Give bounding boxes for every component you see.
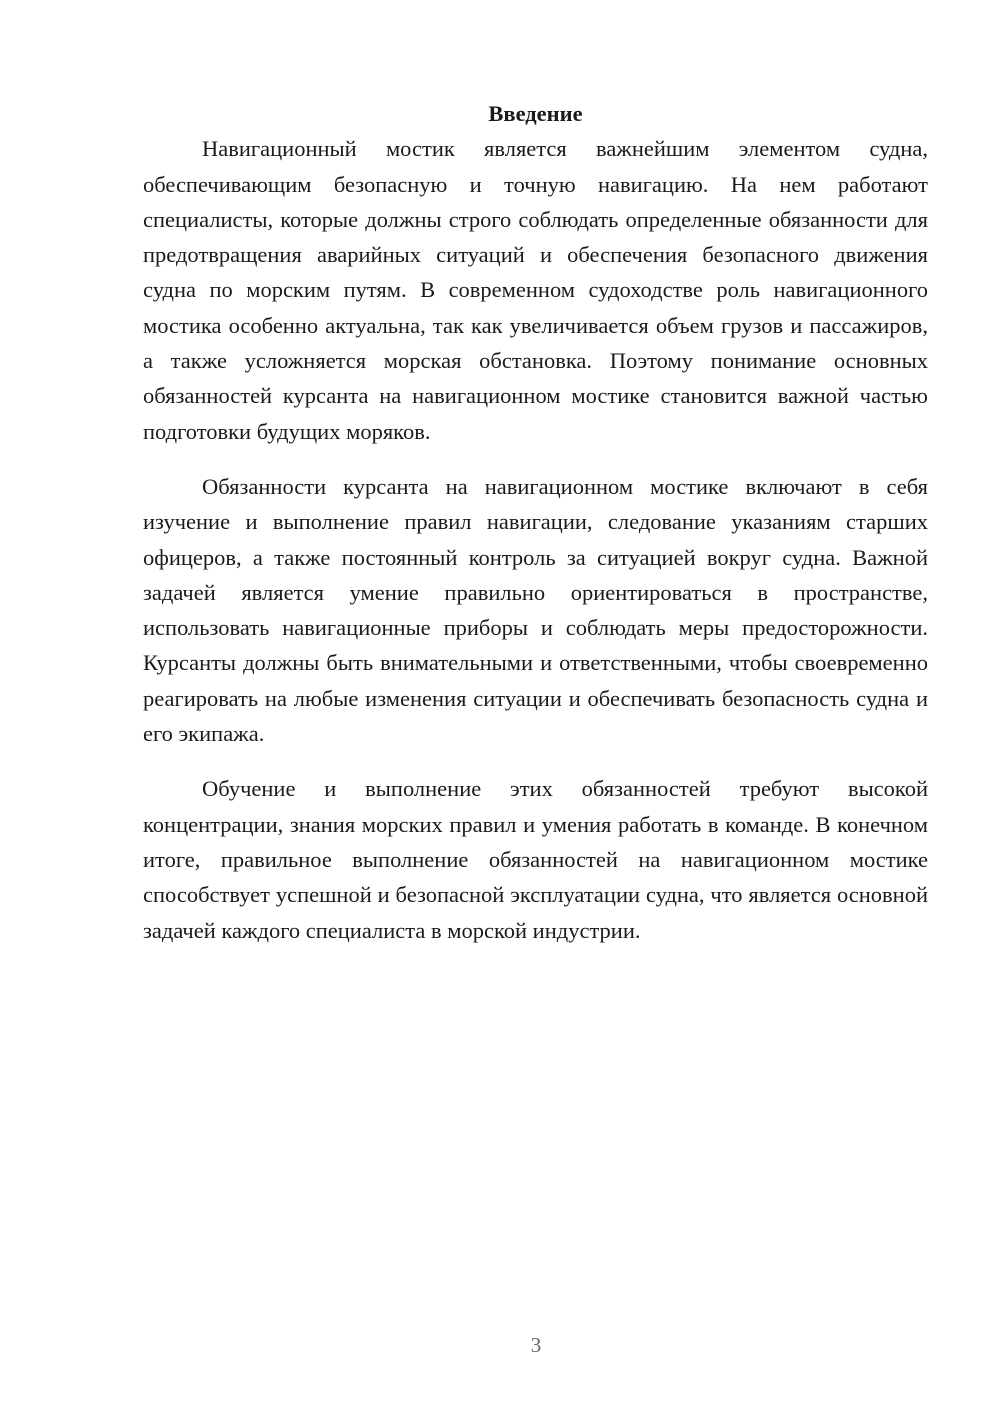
paragraph-1: Навигационный мостик является важнейшим элементом судна, обеспечивающим безопасную и точную навигацию. На нем работают специалисты, которые должны строго соблюдать определенные обязанности для предотвращения аварийных ситуаций и обеспечения безопасного движения судна по морским путям. В современном судоходстве роль навигационного мостика особенно актуальна, так как увеличивается объем грузов и пассажиров, а также усложняется морская обстановка. Поэтому понимание основных обязанностей курсанта на навигационном мостике становится важной частью подготовки будущих моряков. (143, 136, 928, 444)
paragraph-2: Обязанности курсанта на навигационном мостике включают в себя изучение и выполнение правил навигации, следование указаниям старших офицеров, а также постоянный контроль за ситуацией вокруг судна. Важной задачей является умение правильно ориентироваться в пространстве, использовать навигационные приборы и соблюдать меры предосторожности. Курсанты должны быть внимательными и ответственными, чтобы своевременно реагировать на любые изменения ситуации и обеспечивать безопасность судна и его экипажа. (143, 473, 928, 747)
page-number: 3 (530, 1333, 542, 1357)
paragraph-3: Обучение и выполнение этих обязанностей требуют высокой концентрации, знания морских правил и умения работать в команде. В конечном итоге, правильное выполнение обязанностей на навигационном мостике способствует успешной и безопасной эксплуатации судна, что является основной задачей каждого специалиста в морской индустрии. (143, 776, 928, 943)
page-content (143, 96, 928, 948)
section-title: Введение (488, 101, 583, 126)
